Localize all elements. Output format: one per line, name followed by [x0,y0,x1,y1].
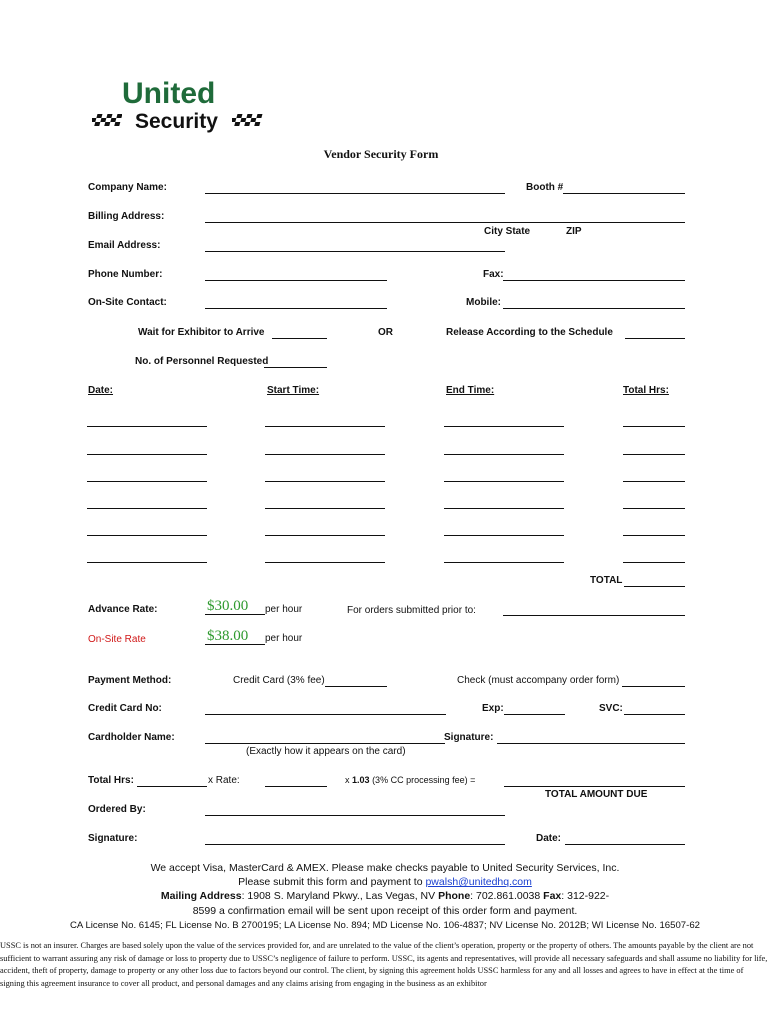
ordered-by-field[interactable] [205,815,505,816]
signature-label: Signature: [88,833,138,844]
total-hrs-field[interactable] [137,786,207,787]
mobile-field[interactable] [503,308,685,309]
x-rate-label: x Rate: [208,775,240,786]
wait-exhibitor-field[interactable] [272,338,327,339]
logo-united-text: United [122,77,216,110]
date-label: Date: [536,833,562,844]
check-option-field[interactable] [622,686,685,687]
fax-label: Fax: [483,269,504,280]
booth-field[interactable] [563,193,685,194]
personnel-field[interactable] [264,367,327,368]
total-hrs-column-header: Total Hrs: [623,385,669,396]
checkered-flag-left-icon [92,112,122,130]
start-time-field[interactable] [265,535,385,536]
company-logo [92,78,272,138]
factor-value: 1.03 [352,775,370,785]
company-name-field[interactable] [205,193,505,194]
mailing-address: : 1908 S. Maryland Pkwy., Las Vegas, NV [241,890,436,902]
end-time-field[interactable] [444,454,564,455]
credit-card-option: Credit Card (3% fee) [233,675,325,686]
total-field[interactable] [624,586,685,587]
cardholder-signature-field[interactable] [497,743,685,744]
x-factor-sign: x [345,775,350,785]
end-time-field[interactable] [444,562,564,563]
start-time-field[interactable] [265,426,385,427]
factor-note: (3% CC processing fee) = [372,775,476,785]
email-address-label: Email Address: [88,240,161,251]
wait-exhibitor-label: Wait for Exhibitor to Arrive [138,327,265,338]
fax-field[interactable] [503,280,685,281]
confirmation-text: 8599 a confirmation email will be sent upon receipt of this order form and payment. [192,905,578,917]
svc-label: SVC: [599,703,623,714]
total-amount-due-label: TOTAL AMOUNT DUE [545,789,648,800]
checkered-flag-right-icon [232,112,266,130]
onsite-contact-label: On-Site Contact: [88,297,167,308]
exp-label: Exp: [482,703,504,714]
logo-security-text: Security [135,110,218,133]
start-time-field[interactable] [265,508,385,509]
cardholder-signature-label: Signature: [444,732,494,743]
onsite-rate-underline [205,644,265,645]
end-time-field[interactable] [444,508,564,509]
advance-rate-price: $30.00 [207,598,249,614]
advance-per-hour: per hour [265,604,303,615]
fax-label-footer: Fax [543,890,562,902]
onsite-rate-price: $38.00 [207,628,249,644]
start-time-field[interactable] [265,454,385,455]
personnel-label: No. of Personnel Requested [135,356,269,367]
onsite-per-hour: per hour [265,633,303,644]
advance-rate-label: Advance Rate: [88,604,158,615]
phone-label-footer: Phone [438,890,471,902]
end-time-column-header: End Time: [446,385,495,396]
date-column-header: Date: [88,385,114,396]
total-hrs-field[interactable] [623,481,685,482]
fax-value: : 312-922- [561,890,610,902]
phone-value: : 702.861.0038 [470,890,541,902]
end-time-field[interactable] [444,426,564,427]
date-field[interactable] [87,508,207,509]
start-time-column-header: Start Time: [267,385,320,396]
exactly-note: (Exactly how it appears on the card) [246,746,406,757]
start-time-field[interactable] [265,562,385,563]
cardholder-name-field[interactable] [205,743,445,744]
ordered-by-label: Ordered By: [88,804,146,815]
company-name-label: Company Name: [88,182,167,193]
phone-number-label: Phone Number: [88,269,163,280]
total-amount-due-field[interactable] [504,786,685,787]
contact-email-link[interactable]: pwalsh@unitedhq.com [425,876,532,888]
cardholder-name-label: Cardholder Name: [88,732,175,743]
onsite-rate-label: On-Site Rate [88,634,146,645]
credit-card-option-field[interactable] [325,686,387,687]
total-hrs-label: Total Hrs: [88,775,134,786]
end-time-field[interactable] [444,481,564,482]
date-field[interactable] [565,844,685,845]
email-address-field[interactable] [205,251,505,252]
billing-address-label: Billing Address: [88,211,165,222]
credit-card-no-field[interactable] [205,714,446,715]
total-hrs-field[interactable] [623,454,685,455]
exp-field[interactable] [504,714,565,715]
mailing-address-label: Mailing Address [160,890,242,902]
release-schedule-field[interactable] [625,338,685,339]
submit-line [0,876,770,888]
orders-prior-field[interactable] [503,615,685,616]
billing-address-field[interactable] [205,222,685,223]
or-label: OR [378,327,393,338]
form-title: Vendor Security Form [323,147,439,161]
mobile-label: Mobile: [466,297,501,308]
x-rate-field[interactable] [265,786,327,787]
total-hrs-field[interactable] [623,535,685,536]
disclaimer-text: USSC is not an insurer. Charges are based solely upon the value of the services provided for, and are unrelated to the value of the client’s operation, property or the property of others. The amounts payable by the client are not sufficient to warrant assuring any risk of damage or loss to property due to USSC’s negligence of failure to perform. USSC, its agents and representatives, will provide all necessary safeguards and shall assume no liability for life, accident, theft of property, damage to property or any other loss due to factors beyond our control. The client, by signing this agreement holds USSC harmless for any and all losses and agrees to have in effect at the time of signing this agreement insurance to cover all product, and personal damages and any claims arising from engaging in the business as an exhibitor [0,941,768,988]
license-text: CA License No. 6145; FL License No. B 2700195; LA License No. 894; MD License No. 106-4837; NV License No. 2012B; WI License No. 16507-62 [69,920,700,931]
payment-accept-text: We accept Visa, MasterCard & AMEX. Please make checks payable to United Security Services, Inc. [150,862,620,874]
signature-field[interactable] [205,844,505,845]
start-time-field[interactable] [265,481,385,482]
payment-method-label: Payment Method: [88,675,172,686]
total-hrs-field[interactable] [623,426,685,427]
city-state-label: City State [484,226,531,237]
svc-field[interactable] [624,714,685,715]
phone-number-field[interactable] [205,280,387,281]
total-hrs-field[interactable] [623,508,685,509]
submit-text: Please submit this form and payment to [238,876,423,888]
release-schedule-label: Release According to the Schedule [446,327,613,338]
end-time-field[interactable] [444,535,564,536]
booth-label: Booth # [526,182,564,193]
date-field[interactable] [87,535,207,536]
total-hrs-field[interactable] [623,562,685,563]
check-option: Check (must accompany order form) [457,675,620,686]
date-field[interactable] [87,426,207,427]
credit-card-no-label: Credit Card No: [88,703,162,714]
total-label: TOTAL [590,575,623,586]
zip-label: ZIP [566,226,582,237]
mailing-line [0,890,770,902]
date-field[interactable] [87,481,207,482]
date-field[interactable] [87,562,207,563]
advance-rate-underline [205,614,265,615]
onsite-contact-field[interactable] [205,308,387,309]
date-field[interactable] [87,454,207,455]
processing-fee-note [345,775,475,785]
orders-prior-label: For orders submitted prior to: [347,605,476,616]
